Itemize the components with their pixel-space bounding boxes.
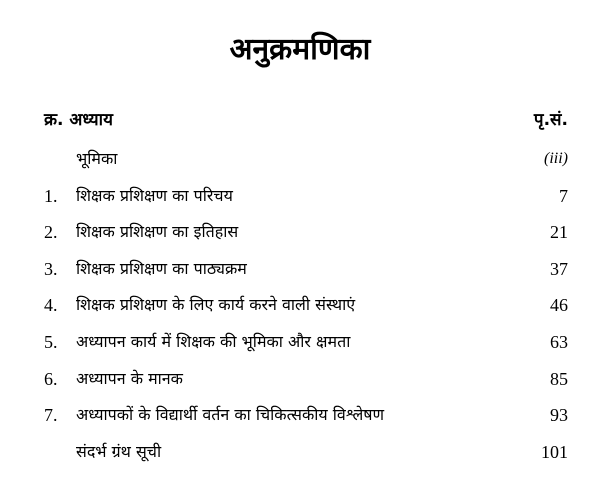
toc-entry-title: शिक्षक प्रशिक्षण का इतिहास	[76, 222, 239, 242]
toc-entry-number: 7.	[44, 405, 58, 426]
toc-entry-number: 5.	[44, 331, 58, 352]
toc-entry-page: 37	[550, 258, 568, 279]
toc-entry-title: शिक्षक प्रशिक्षण का पाठ्यक्रम	[76, 258, 247, 278]
table-of-contents	[44, 141, 568, 470]
toc-entry-title: संदर्भ ग्रंथ सूची	[76, 441, 162, 461]
toc-entry-number: 3.	[44, 258, 58, 279]
page-column-header: पृ.सं.	[533, 110, 568, 130]
page-title: अनुक्रमणिका	[229, 32, 371, 67]
toc-entry-page: 7	[559, 185, 568, 206]
toc-entry-page: (iii)	[544, 150, 568, 167]
toc-entry-number: 4.	[44, 295, 58, 316]
toc-entry-page: 46	[550, 295, 568, 316]
toc-row-chapter-1	[44, 178, 568, 215]
toc-entry-number: 2.	[44, 222, 58, 243]
toc-entry-title: अध्यापन के मानक	[76, 368, 183, 388]
toc-row-chapter-6	[44, 361, 568, 398]
toc-header	[44, 106, 568, 134]
chapter-column-header: क्र. अध्याय	[44, 110, 113, 130]
toc-entry-title: भूमिका	[76, 149, 118, 168]
toc-entry-page: 21	[550, 222, 568, 243]
toc-row-chapter-2	[44, 214, 568, 251]
toc-row-preface	[44, 141, 568, 178]
toc-row-chapter-4	[44, 287, 568, 324]
toc-entry-title: शिक्षक प्रशिक्षण के लिए कार्य करने वाली संस्थाएं	[76, 295, 356, 315]
toc-row-bibliography	[44, 434, 568, 471]
toc-entry-title: अध्यापन कार्य में शिक्षक की भूमिका और क्षमता	[76, 331, 351, 351]
toc-entry-page: 63	[550, 331, 568, 352]
toc-entry-number: 1.	[44, 185, 58, 206]
toc-row-chapter-3	[44, 251, 568, 288]
toc-entry-number: 6.	[44, 368, 58, 389]
toc-row-chapter-5	[44, 324, 568, 361]
toc-entry-title: शिक्षक प्रशिक्षण का परिचय	[76, 185, 233, 205]
toc-entry-page: 85	[550, 368, 568, 389]
toc-entry-title: अध्यापकों के विद्यार्थी वर्तन का चिकित्सकीय विश्लेषण	[76, 405, 385, 425]
toc-entry-page: 101	[541, 441, 568, 462]
toc-row-chapter-7	[44, 397, 568, 434]
toc-entry-page: 93	[550, 405, 568, 426]
